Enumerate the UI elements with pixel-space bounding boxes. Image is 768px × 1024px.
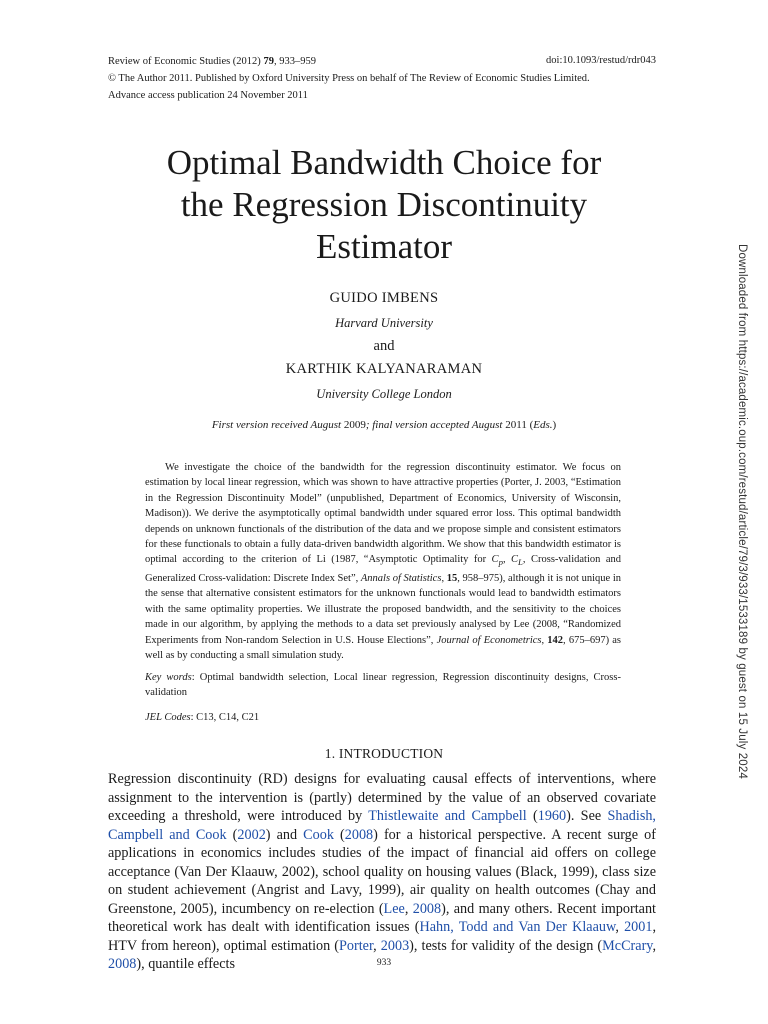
journal-citation bbox=[108, 55, 316, 69]
keywords-text: : Optimal bandwidth selection, Local linear regression, Regression discontinuity designs, Cross-validation bbox=[145, 672, 621, 699]
page-number: 933 bbox=[376, 958, 392, 968]
introduction-paragraph: Regression discontinuity (RD) designs for evaluating causal effects of interventions, where assignment to the intervention is (partly) determined by the value of an observed covariate exceeding a threshold, were introduced by Thistlewaite and Campbell (1960). See Shadish, Campbell and Cook (2002) and Cook (2008) for a historical perspective. A recent surge of applications in economics includes studies of the impact of financial aid offers on college acceptance (Van Der Klaauw, 2002), school quality on housing values (Black, 1999), class size on student achievement (Angrist and Lavy, 1999), air quality on health outcomes (Chay and Greenstone, 2005), incumbency on re-election (Lee, 2008), and many others. Recent important theoretical work has dealt with identification issues (Hahn, Todd and Van Der Klaauw, 2001, HTV from hereon), optimal estimation (Porter, 2003), tests for validity of the design (McCrary, 2008), quantile effects bbox=[108, 771, 657, 972]
keywords-label: Key words bbox=[145, 672, 192, 683]
author-2: KARTHIK KALYANARAMAN bbox=[285, 361, 483, 377]
citation-link[interactable]: 2008 bbox=[108, 956, 137, 972]
abstract: We investigate the choice of the bandwidth for the regression discontinuity estimator. We focus on estimation by local linear regression, which was shown to have attractive properties (Porter, J. 2003, “Estimation in the Regression Discontinuity Model” (unpublished, Department of Economics, University of Wisconsin, Madison)). We derive the asymptotically optimal bandwidth under squared error loss. This optimal bandwidth depends on unknown functionals of the distribution of the data and we propose simple and consistent estimators for these functionals to obtain a fully data-driven bandwidth algorithm. We show that this bandwidth estimator is optimal according to the criterion of Li (1987, “Asymptotic Optimality for $C_p$, $C_L$, Cross-validation and Generalized Cross-validation: Discrete Index Set”, Annals of Statistics, 15, 958–975), although it is not unique in the sense that alternative consistent estimators for the unknown functionals would lead to bandwidth estimators with the same optimality properties. We illustrate the proposed bandwidth, and the sensitivity to the choices made in our algorithm, by applying the methods to a data set previously analysed by Lee (2008, “Randomized Experiments from Non-random Selection in U.S. House Elections”, Journal of Econometrics, 142, 675–697) as well as by conducting a small simulation study. bbox=[145, 462, 622, 661]
citation-link[interactable]: 2008 bbox=[412, 900, 442, 917]
jel-codes bbox=[145, 712, 259, 723]
doi[interactable]: doi:10.1093/restud/rdr043 bbox=[546, 55, 656, 66]
citation-link[interactable]: 2008 bbox=[344, 826, 374, 843]
journal-name: Review of Economic Studies (2012) bbox=[108, 56, 264, 67]
citation-link[interactable]: Porter bbox=[339, 937, 374, 954]
title-line-1: Optimal Bandwidth Choice for bbox=[166, 143, 602, 182]
advance-access-line: Advance access publication 24 November 2011 bbox=[108, 90, 308, 101]
download-watermark: Downloaded from https://academic.oup.com/restud/article/79/3/933/1533189 by guest on 15 July 2024 bbox=[736, 244, 748, 779]
affiliation-1: Harvard University bbox=[335, 316, 433, 330]
author-1: GUIDO IMBENS bbox=[329, 290, 439, 306]
title-line-3: Estimator bbox=[315, 227, 453, 266]
affiliation-2: University College London bbox=[316, 387, 452, 401]
section-heading-introduction: 1. INTRODUCTION bbox=[324, 746, 444, 761]
citation-link[interactable]: 2002 bbox=[237, 826, 266, 843]
copyright-line: © The Author 2011. Published by Oxford University Press on behalf of The Review of Economic Studies Limited. bbox=[108, 73, 590, 84]
citation-link[interactable]: 2001 bbox=[624, 919, 653, 935]
journal-volume: 79 bbox=[263, 56, 274, 67]
citation-link[interactable]: Thistlewaite and Campbell bbox=[368, 808, 527, 824]
citation-link[interactable]: 1960 bbox=[537, 808, 567, 824]
citation-link[interactable]: 2003 bbox=[380, 937, 410, 954]
author-conjunction: and bbox=[373, 338, 395, 354]
citation-link[interactable]: Lee bbox=[383, 900, 405, 917]
received-accepted-line: First version received August 2009; final version accepted August 2011 (Eds.) bbox=[211, 419, 557, 431]
citation-link[interactable]: Hahn, Todd and Van Der Klaauw bbox=[419, 919, 616, 935]
paper-title bbox=[100, 142, 668, 268]
journal-pages: , 933–959 bbox=[273, 56, 316, 67]
jel-text: : C13, C14, C21 bbox=[190, 712, 260, 723]
jel-label: JEL Codes bbox=[145, 712, 191, 723]
citation-link[interactable]: Shadish, Campbell and Cook bbox=[108, 808, 656, 843]
citation-link[interactable]: Cook bbox=[303, 826, 334, 843]
title-line-2: the Regression Discontinuity bbox=[180, 185, 588, 224]
keywords bbox=[145, 670, 621, 701]
citation-link[interactable]: McCrary bbox=[602, 937, 653, 954]
